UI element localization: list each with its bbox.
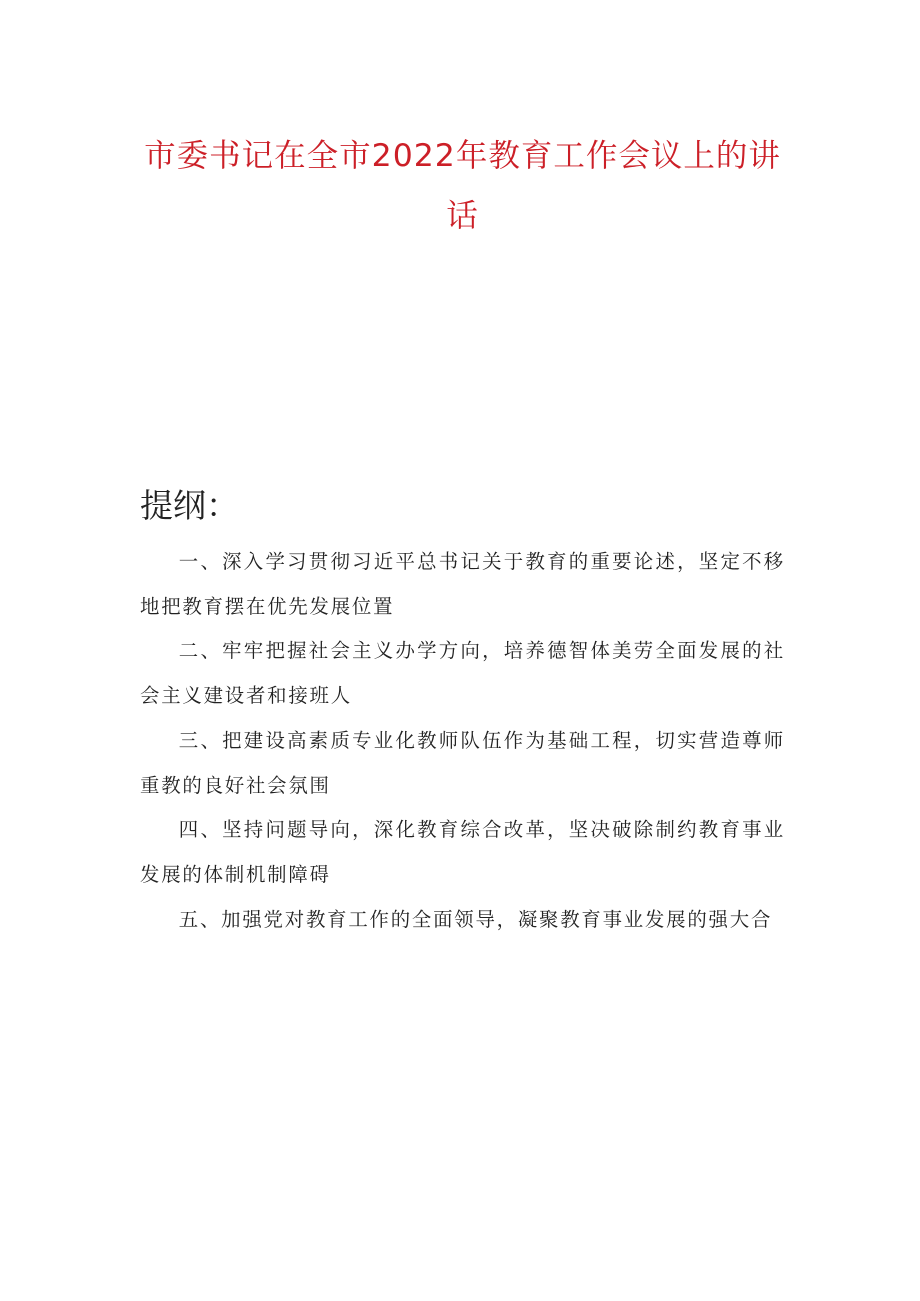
- outline-list: [140, 540, 785, 942]
- outline-item-4: 四、坚持问题导向，深化教育综合改革，坚决破除制约教育事业发展的体制机制障碍: [140, 818, 785, 886]
- outline-item-5: 五、加强党对教育工作的全面领导，凝聚教育事业发展的强大合: [178, 907, 773, 931]
- outline-item-3: 三、把建设高素质专业化教师队伍作为基础工程，切实营造尊师重教的良好社会氛围: [140, 728, 785, 797]
- outline-item-1: 一、深入学习贯彻习近平总书记关于教育的重要论述，坚定不移地把教育摆在优先发展位置: [140, 550, 785, 618]
- outline-heading: 提纲：: [140, 486, 239, 525]
- outline-item-2: 二、牢牢把握社会主义办学方向，培养德智体美劳全面发展的社会主义建设者和接班人: [140, 639, 785, 708]
- document-title: 市委书记在全市2022年教育工作会议上的讲话: [144, 138, 781, 234]
